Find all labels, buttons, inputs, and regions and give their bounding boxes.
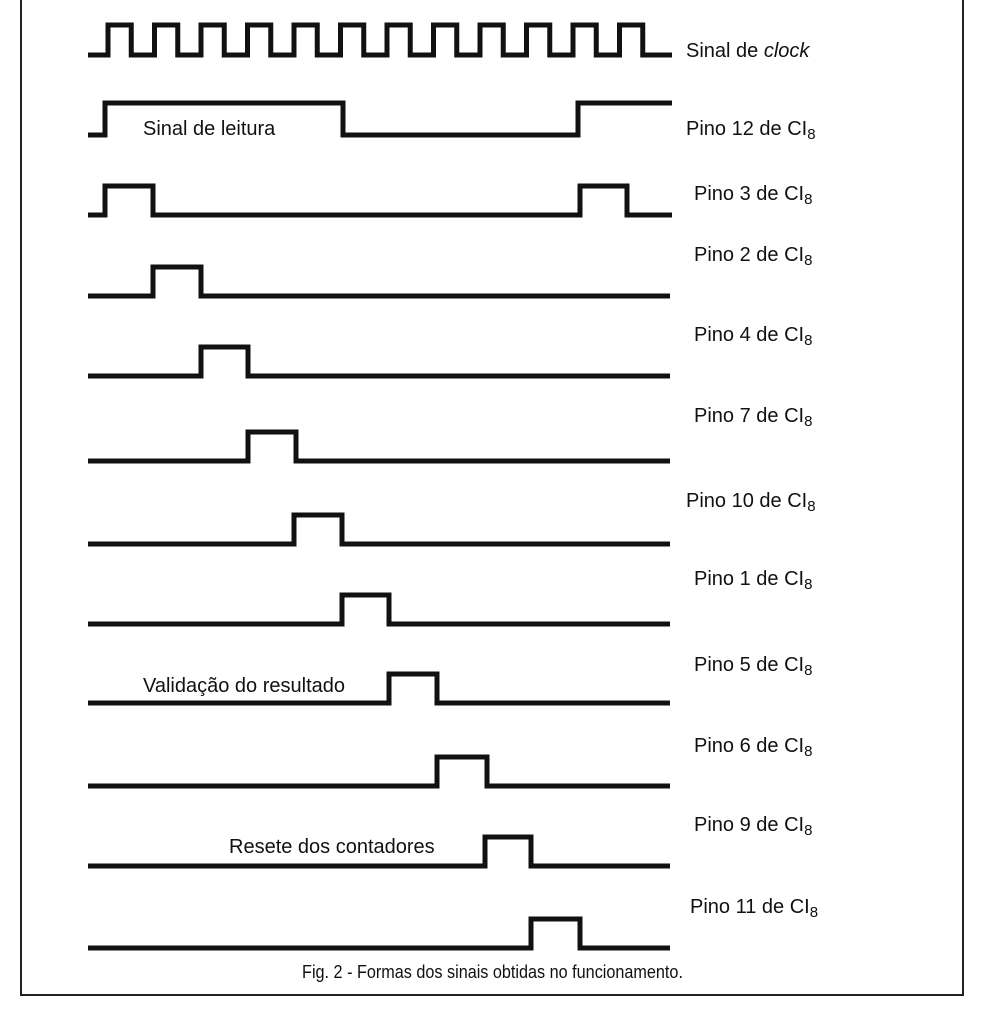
label-pin6: Pino 6 de $CI_8$	[694, 735, 813, 760]
label-pin11: Pino 11 de $CI_8$	[690, 896, 819, 921]
wave-pin7	[88, 432, 670, 461]
wave-pin6	[88, 757, 670, 786]
wave-clock	[88, 25, 672, 55]
label-pin12: Pino 12 de $CI_8$	[686, 118, 816, 143]
wave-pin1	[88, 595, 670, 624]
wave-pin10	[88, 515, 670, 544]
wave-pin3	[88, 186, 672, 215]
wave-pin2	[88, 267, 670, 296]
annotation-leitura: Sinal de leitura	[140, 118, 278, 141]
label-pin9: Pino 9 de $CI_8$	[694, 814, 813, 839]
label-pin1: Pino 1 de $CI_8$	[694, 568, 813, 593]
label-pin4: Pino 4 de $CI_8$	[694, 324, 813, 349]
label-clock: Sinal de clock	[686, 40, 810, 62]
wave-pin4	[88, 347, 670, 376]
label-pin7: Pino 7 de $CI_8$	[694, 405, 813, 430]
label-pin2: Pino 2 de $CI_8$	[694, 244, 813, 269]
label-pin10: Pino 10 de $CI_8$	[686, 490, 816, 515]
label-pin3: Pino 3 de $CI_8$	[694, 183, 813, 208]
label-pin5: Pino 5 de $CI_8$	[694, 654, 813, 679]
figure-caption: Fig. 2 - Formas dos sinais obtidas no funcionamento.	[302, 962, 683, 982]
annotation-validacao: Validação do resultado	[140, 675, 348, 698]
wave-pin11	[88, 919, 670, 948]
annotation-resete: Resete dos contadores	[226, 836, 438, 859]
